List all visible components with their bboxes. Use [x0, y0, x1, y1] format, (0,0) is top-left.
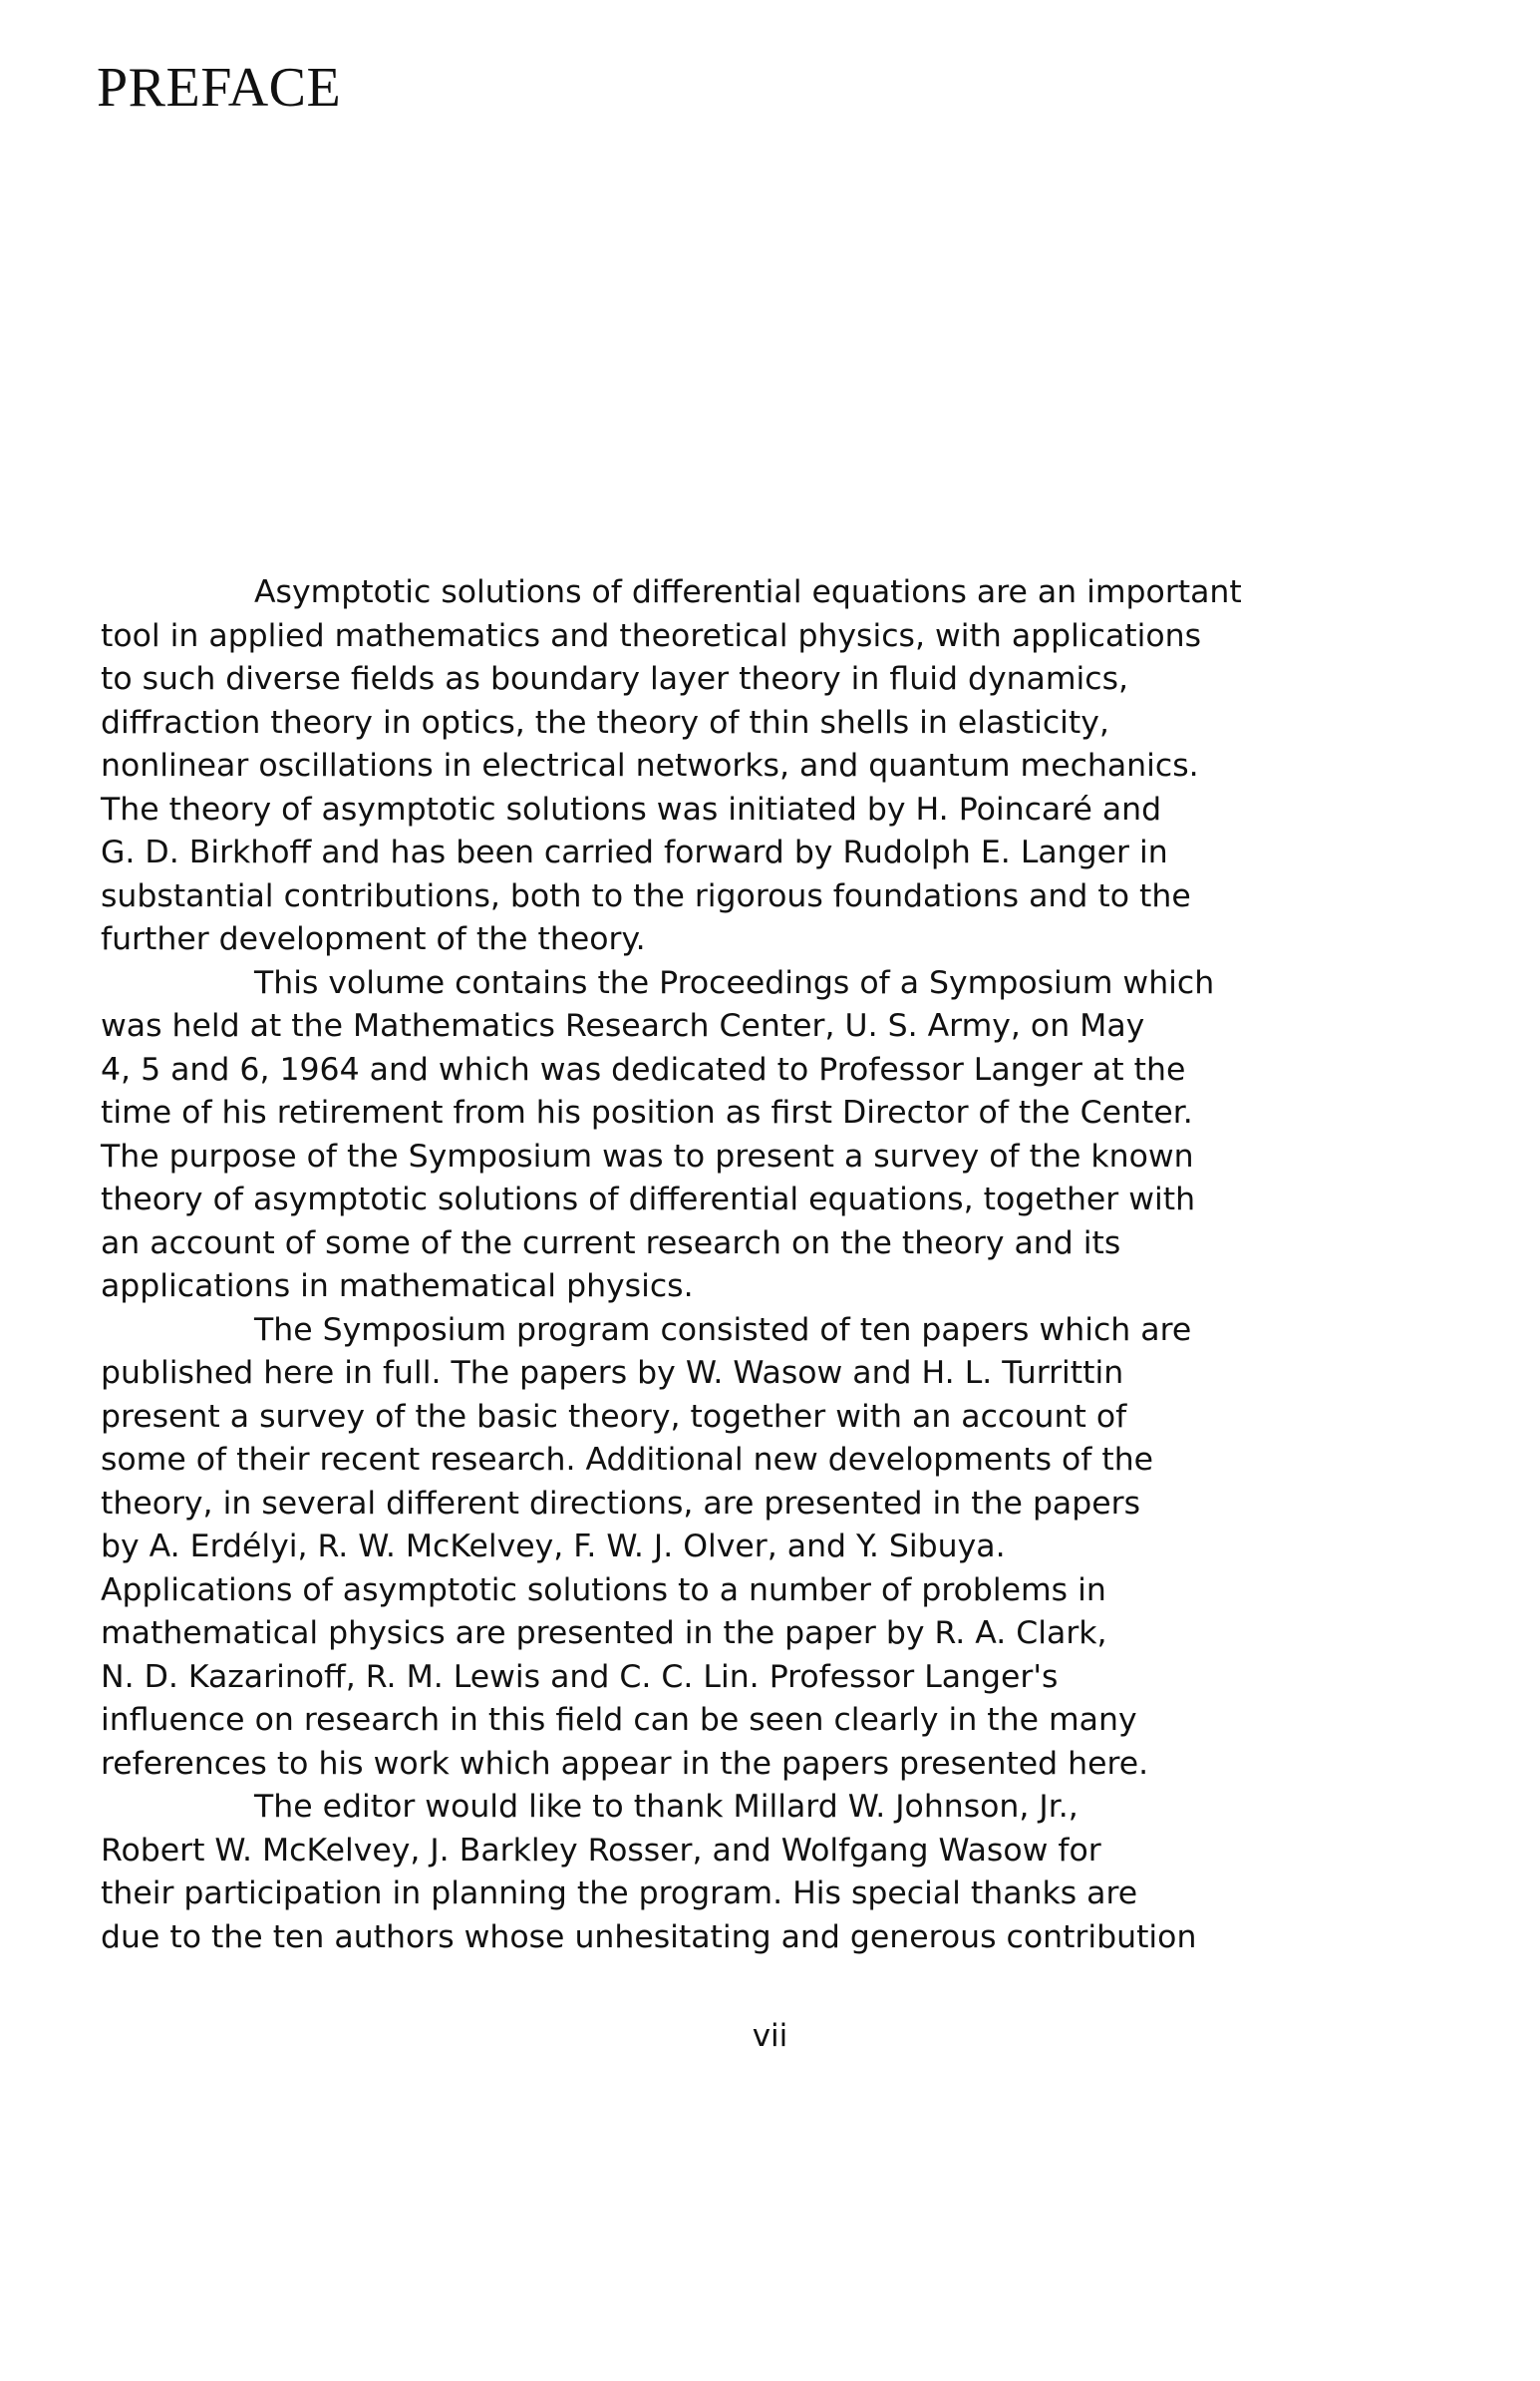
text-line: theory, in several different directions, are presented in the papers — [101, 1485, 1140, 1522]
text-line: The theory of asymptotic solutions was initiated by H. Poincaré and — [101, 791, 1162, 828]
page-title: PREFACE — [97, 57, 342, 119]
text-line: due to the ten authors whose unhesitating and generous contribution — [101, 1918, 1197, 1955]
text-line: Applications of asymptotic solutions to a number of problems in — [101, 1571, 1106, 1608]
text-line: theory of asymptotic solutions of differential equations, together with — [101, 1182, 1196, 1217]
text-line: 4, 5 and 6, 1964 and which was dedicated to Professor Langer at the — [101, 1051, 1186, 1088]
text-line: mathematical physics are presented in the paper by R. A. Clark, — [101, 1615, 1107, 1651]
text-line: This volume contains the Proceedings of a Symposium which — [254, 964, 1215, 1001]
text-line: to such diverse fields as boundary layer theory in fluid dynamics, — [101, 661, 1129, 697]
text-line: by A. Erdélyi, R. W. McKelvey, F. W. J. Olver, and Y. Sibuya. — [101, 1529, 1006, 1564]
text-line: N. D. Kazarinoff, R. M. Lewis and C. C. Lin. Professor Langer's — [101, 1658, 1059, 1695]
text-line: some of their recent research. Additional new developments of the — [101, 1442, 1154, 1478]
text-line: The Symposium program consisted of ten papers which are — [254, 1311, 1192, 1348]
text-line: Robert W. McKelvey, J. Barkley Rosser, and Wolfgang Wasow for — [101, 1832, 1101, 1869]
text-line: their participation in planning the program. His special thanks are — [101, 1875, 1138, 1911]
text-line: published here in full. The papers by W. Wasow and H. L. Turrittin — [101, 1355, 1124, 1391]
preface-body — [101, 571, 1496, 1959]
text-line: applications in mathematical physics. — [101, 1268, 694, 1304]
text-line: nonlinear oscillations in electrical networks, and quantum mechanics. — [101, 748, 1199, 784]
text-line: was held at the Mathematics Research Center, U. S. Army, on May — [101, 1008, 1145, 1044]
text-line: present a survey of the basic theory, together with an account of — [101, 1398, 1127, 1435]
text-line: an account of some of the current research on the theory and its — [101, 1224, 1121, 1261]
text-line: diffraction theory in optics, the theory of thin shells in elasticity, — [101, 704, 1109, 741]
page-number: vii — [752, 2018, 788, 2054]
text-line: Asymptotic solutions of differential equations are an important — [254, 574, 1242, 610]
text-line: The editor would like to thank Millard W. Johnson, Jr., — [254, 1789, 1078, 1825]
text-line: further development of the theory. — [101, 921, 646, 957]
text-line: G. D. Birkhoff and has been carried forward by Rudolph E. Langer in — [101, 835, 1168, 870]
text-line: references to his work which appear in the papers presented here. — [101, 1745, 1149, 1782]
text-line: tool in applied mathematics and theoretical physics, with applications — [101, 617, 1201, 654]
text-line: influence on research in this field can be seen clearly in the many — [101, 1702, 1137, 1738]
text-line: time of his retirement from his position as first Director of the Center. — [101, 1095, 1193, 1131]
text-line: The purpose of the Symposium was to present a survey of the known — [101, 1138, 1194, 1175]
text-line: substantial contributions, both to the rigorous foundations and to the — [101, 877, 1191, 914]
